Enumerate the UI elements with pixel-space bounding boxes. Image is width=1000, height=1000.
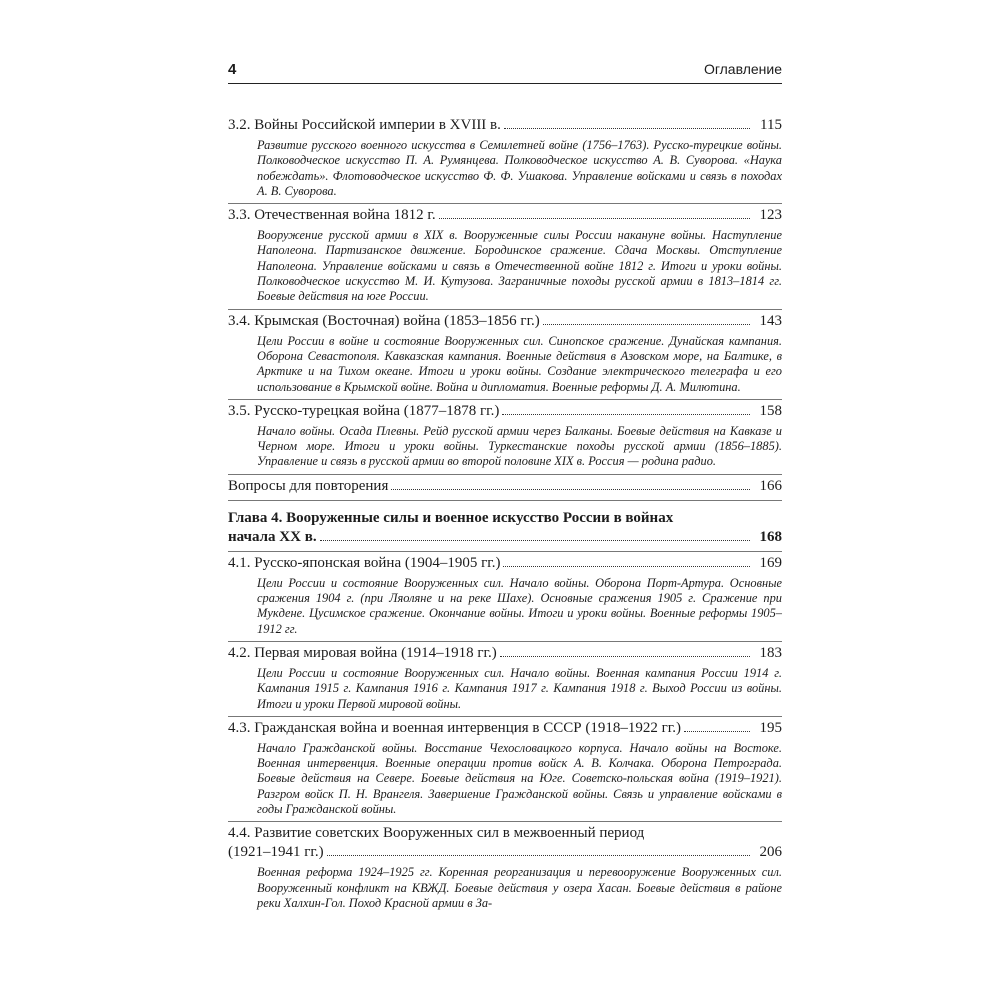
- toc-entry-description: Начало Гражданской войны. Восстание Чехословацкого корпуса. Начало войны на Востоке. Военная интервенция. Военные операции против войск А. В. Колчака. Оборона Петрограда. Боевые действия на Севере. Боевые действия на Юге. Советско-польская война (1919–1921). Разгром войск П. Н. Врангеля. Завершение Гражданской войны. Связь и управление войсками в годы Гражданской войны.: [257, 740, 782, 817]
- toc-entry-title: Вопросы для повторения: [228, 477, 389, 494]
- toc-page-number: 183: [759, 644, 782, 661]
- toc-entry-title: 4.3. Гражданская война и военная интервенция в СССР (1918–1922 гг.): [228, 719, 681, 736]
- toc-entry-title: 3.4. Крымская (Восточная) война (1853–1856 гг.): [228, 312, 540, 329]
- header-rule: [228, 83, 782, 84]
- toc-entry-line: [228, 644, 782, 663]
- toc-entry-line: [228, 312, 782, 331]
- toc-entry-description: Цели России и состояние Вооруженных сил. Начало войны. Оборона Порт-Артура. Основные сражения 1904 г. (при Ляоляне и на реке Шахе). Основные сражения 1905 г. Сражение при Мукдене. Цусимское сражение. Окончание войны. Итоги и уроки войны. Военные реформы 1905–1912 гг.: [257, 575, 782, 636]
- toc-page-number: 143: [759, 312, 782, 329]
- toc-entry-title: 4.1. Русско-японская война (1904–1905 гг.): [228, 554, 501, 571]
- running-title: Оглавление: [703, 61, 782, 77]
- toc-entry-title-line2: (1921–1941 гг.): [228, 844, 324, 861]
- table-of-contents: [228, 114, 782, 915]
- toc-entry-line: [228, 528, 782, 547]
- toc-entry-line: [228, 402, 782, 421]
- toc-entry-3-3[interactable]: [228, 204, 782, 309]
- toc-entry-line: [228, 843, 782, 862]
- toc-entry-review-questions[interactable]: [228, 475, 782, 501]
- toc-entry-title: 3.5. Русско-турецкая война (1877–1878 гг.): [228, 402, 500, 419]
- page-number: 4: [228, 61, 237, 78]
- dot-leader: [504, 128, 750, 129]
- toc-entry-3-4[interactable]: [228, 310, 782, 400]
- page-header: [228, 61, 782, 85]
- toc-entry-line: [228, 116, 782, 135]
- toc-entry-title: 3.2. Войны Российской империи в XVIII в.: [228, 117, 501, 133]
- toc-entry-4-3[interactable]: [228, 717, 782, 822]
- dot-leader: [500, 656, 750, 657]
- toc-entry-description: Вооружение русской армии в XIX в. Вооруженные силы России накануне войны. Наступление Наполеона. Партизанское движение. Бородинское сражение. Сдача Москвы. Отступление Наполеона. Управление войсками и связь в Отечественной войне 1812 г. Итоги и уроки войны. Полководческое искусство М. И. Кутузова. Заграничные походы русской армии в 1813–1814 гг. Боевые действия на юге России.: [257, 228, 782, 304]
- chapter-title-line2: начала XX в.: [228, 528, 317, 545]
- toc-page-number: 158: [759, 402, 782, 419]
- toc-page-number: 166: [759, 477, 782, 494]
- toc-entry-4-1[interactable]: [228, 552, 782, 642]
- toc-entry-title-line1: 4.4. Развитие советских Вооруженных сил в межвоенный период: [228, 825, 645, 842]
- dot-leader: [320, 540, 750, 541]
- dot-leader: [503, 566, 750, 567]
- toc-page-number: 115: [760, 117, 782, 133]
- toc-entry-line: [228, 719, 782, 738]
- toc-entry-title: 3.3. Отечественная война 1812 г.: [228, 207, 436, 224]
- toc-entry-line: [228, 206, 782, 225]
- toc-chapter-4[interactable]: [228, 507, 782, 552]
- toc-entry-line: [228, 477, 782, 496]
- dot-leader: [327, 855, 750, 856]
- toc-entry-description: Развитие русского военного искусства в Семилетней войне (1756–1763). Русско-турецкие войны. Полководческое искусство П. А. Румянцева. Полководческое искусство А. В. Суворова. «Наука побеждать». Флотоводческое искусство Ф. Ф. Ушакова. Управление войсками и связь в походах А. В. Суворова.: [257, 138, 782, 198]
- dot-leader: [502, 414, 750, 415]
- toc-page-number: 195: [759, 719, 782, 736]
- toc-page-number: 206: [759, 844, 782, 861]
- toc-page-number: 168: [759, 528, 782, 545]
- toc-page-number: 123: [759, 207, 782, 224]
- dot-leader: [543, 324, 750, 325]
- dot-leader: [684, 731, 750, 732]
- toc-entry-4-2[interactable]: [228, 642, 782, 717]
- toc-entry-title: 4.2. Первая мировая война (1914–1918 гг.): [228, 644, 497, 661]
- dot-leader: [439, 218, 750, 219]
- dot-leader: [391, 489, 750, 490]
- toc-entry-line: [228, 554, 782, 573]
- toc-entry-description: Цели России и состояние Вооруженных сил. Начало войны. Военная кампания России 1914 г. Кампания 1915 г. Кампания 1916 г. Кампания 1917 г. Кампания 1918 г. Выход России из войны. Итоги и уроки Первой мировой войны.: [257, 665, 782, 711]
- toc-entry-3-2[interactable]: [228, 114, 782, 204]
- chapter-title-line1: Глава 4. Вооруженные силы и военное искусство России в войнах: [228, 509, 674, 526]
- toc-entry-description: Начало войны. Осада Плевны. Рейд русской армии через Балканы. Боевые действия на Кавказе и Черном море. Итоги и уроки войны. Туркестанские походы русской армии (1856–1885). Управление и связь в русской армии во второй половине XIX в. Россия — родина радио.: [257, 423, 782, 469]
- toc-entry-3-5[interactable]: [228, 400, 782, 475]
- toc-page-number: 169: [759, 554, 782, 571]
- toc-entry-4-4[interactable]: [228, 822, 782, 915]
- toc-entry-description: Военная реформа 1924–1925 гг. Коренная реорганизация и перевооружение Вооруженных сил. Вооруженный конфликт на КВЖД. Боевые действия у озера Хасан. Боевые действия в районе реки Халхин-Гол. Поход Красной армии в За-: [257, 865, 782, 910]
- toc-entry-description: Цели России в войне и состояние Вооруженных сил. Синопское сражение. Дунайская кампания. Оборона Севастополя. Кавказская кампания. Военные действия в Азовском море, на Балтике, в Арктике и на Тихом океане. Итоги и уроки войны. Создание электрического телеграфа и его использование в Крымской войне. Война и дипломатия. Военные реформы Д. А. Милютина.: [257, 333, 782, 394]
